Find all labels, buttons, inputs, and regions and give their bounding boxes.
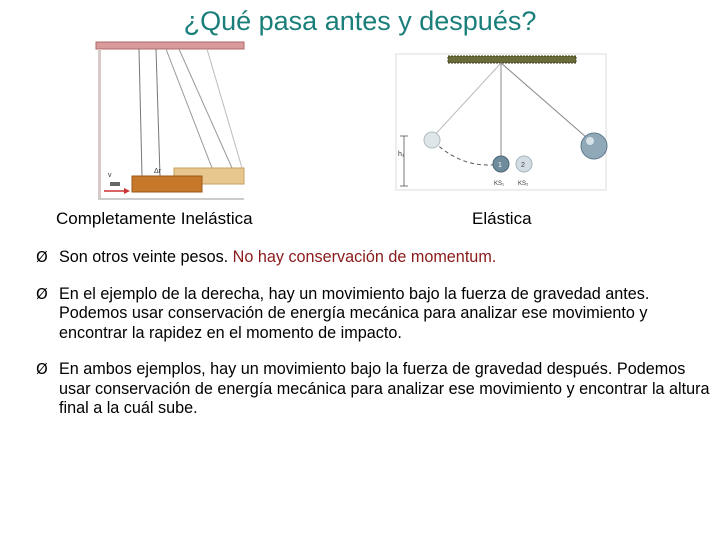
displacement-label: Δr <box>154 168 162 175</box>
string-raised <box>432 63 501 138</box>
bullet-item <box>36 285 716 344</box>
ball-raised <box>424 132 440 148</box>
velocity-label: v <box>108 172 112 179</box>
ball-large <box>581 133 607 159</box>
bullet-arrow-icon: Ø <box>36 248 48 266</box>
pendulum-string <box>156 49 160 176</box>
pendulum-string <box>139 49 142 176</box>
left-post <box>98 49 101 199</box>
bullet-list <box>36 248 716 436</box>
slide-title: ¿Qué pasa antes y después? <box>183 6 537 36</box>
caption-inelastic: Completamente Inelástica <box>56 209 253 228</box>
bullet-text: En el ejemplo de la derecha, hay un movimiento bajo la fuerza de gravedad antes. Podemos usar conservación de energía mecánica para analizar ese movimiento y encontrar la rapidez en el momento de impacto. <box>59 284 650 342</box>
ball-2-label: 2 <box>521 162 525 169</box>
bullet <box>110 182 120 186</box>
left-ceiling <box>96 42 244 49</box>
height-label: h₁ <box>398 151 405 158</box>
bullet-highlight-text: No hay conservación de momentum. <box>232 248 497 266</box>
bullet-item <box>36 360 716 419</box>
ball-1-label: 1 <box>498 162 502 169</box>
ball-large-highlight <box>586 137 594 145</box>
ballistic-pendulum-figure <box>94 40 246 206</box>
string-right <box>501 63 594 144</box>
ks1-label: KS₁ <box>494 181 505 187</box>
swing-arc <box>434 142 501 165</box>
velocity-arrowhead <box>124 188 130 194</box>
ks2-label: KS₂ <box>518 181 529 187</box>
left-floor <box>98 198 244 200</box>
caption-elastic: Elástica <box>472 209 532 228</box>
right-ceiling <box>448 56 576 63</box>
block-initial <box>132 176 202 192</box>
bullet-arrow-icon: Ø <box>36 284 48 303</box>
bullet-text: En ambos ejemplos, hay un movimiento bajo la fuerza de gravedad después. Podemos usar conservación de energía mecánica para analizar ese movimiento y encontrar la altura final a la cuál sube. <box>59 360 710 417</box>
bullet-text: Son otros veinte pesos. <box>59 248 233 266</box>
elastic-pendulum-figure <box>394 52 608 192</box>
bullet-arrow-icon: Ø <box>36 360 48 378</box>
bullet-item <box>36 248 716 268</box>
